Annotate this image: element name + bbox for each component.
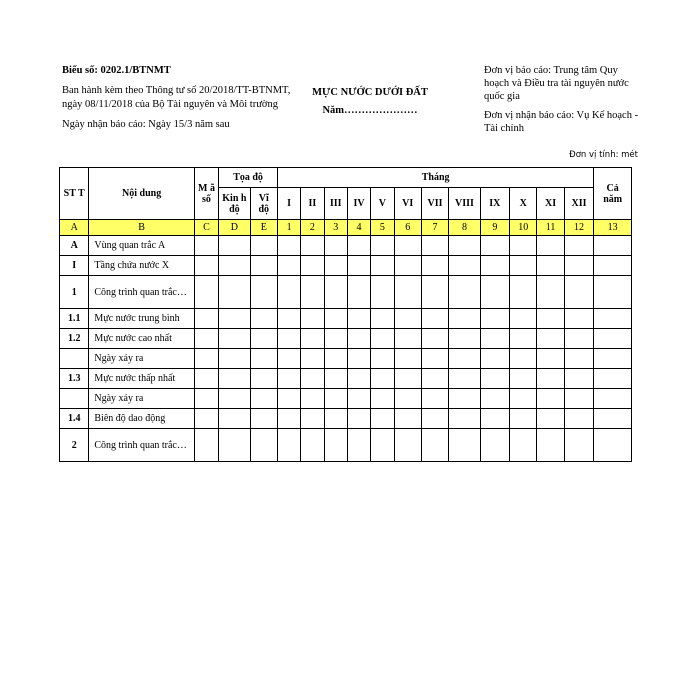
data-cell	[449, 349, 480, 369]
data-cell	[277, 369, 300, 389]
data-cell	[301, 309, 324, 329]
data-cell	[324, 429, 347, 462]
data-cell	[594, 236, 632, 256]
data-cell	[421, 409, 448, 429]
row-stt: 1	[60, 276, 89, 309]
column-code-row	[60, 220, 632, 236]
row-stt: 1.2	[60, 329, 89, 349]
table-row	[60, 409, 632, 429]
data-cell	[194, 409, 218, 429]
data-cell	[564, 329, 594, 349]
row-stt: A	[60, 236, 89, 256]
data-cell	[194, 329, 218, 349]
data-cell	[449, 429, 480, 462]
form-code: Biểu số: 0202.1/BTNMT	[62, 65, 171, 76]
data-cell	[564, 256, 594, 276]
data-cell	[301, 369, 324, 389]
data-cell	[594, 429, 632, 462]
data-cell	[277, 329, 300, 349]
data-cell	[194, 256, 218, 276]
data-cell	[421, 349, 448, 369]
data-cell	[277, 349, 300, 369]
data-cell	[510, 369, 537, 389]
col-month-3: III	[324, 188, 347, 220]
data-cell	[564, 429, 594, 462]
data-cell	[594, 369, 632, 389]
data-cell	[480, 276, 509, 309]
col-code: M ã số	[194, 168, 218, 220]
row-content: Ngày xảy ra	[89, 349, 194, 369]
data-cell	[480, 389, 509, 409]
row-stt: 1.4	[60, 409, 89, 429]
data-cell	[301, 349, 324, 369]
col-month-2: II	[301, 188, 324, 220]
row-stt	[60, 349, 89, 369]
data-cell	[194, 389, 218, 409]
data-cell	[510, 409, 537, 429]
data-cell	[537, 429, 564, 462]
data-cell	[564, 409, 594, 429]
data-cell	[324, 329, 347, 349]
table-row	[60, 276, 632, 309]
measure-unit: Đơn vị tính: mét	[569, 150, 638, 160]
row-stt: 2	[60, 429, 89, 462]
data-cell	[421, 429, 448, 462]
column-code-cell: 11	[537, 220, 564, 236]
data-cell	[301, 329, 324, 349]
table-row	[60, 256, 632, 276]
data-cell	[324, 256, 347, 276]
data-cell	[219, 329, 250, 349]
data-cell	[480, 369, 509, 389]
data-cell	[324, 409, 347, 429]
data-cell	[564, 349, 594, 369]
data-cell	[371, 236, 394, 256]
data-cell	[277, 236, 300, 256]
data-cell	[537, 349, 564, 369]
data-cell	[394, 429, 421, 462]
col-month-6: VI	[394, 188, 421, 220]
row-content: Vùng quan trắc A	[89, 236, 194, 256]
data-cell	[480, 429, 509, 462]
data-cell	[449, 389, 480, 409]
header-right	[484, 64, 644, 141]
row-content: Mực nước thấp nhất	[89, 369, 194, 389]
row-content: Ngày xảy ra	[89, 389, 194, 409]
row-stt	[60, 389, 89, 409]
data-cell	[277, 389, 300, 409]
column-code-cell: 13	[594, 220, 632, 236]
data-cell	[347, 429, 370, 462]
data-cell	[394, 349, 421, 369]
column-code-cell: E	[250, 220, 277, 236]
data-cell	[347, 329, 370, 349]
data-cell	[510, 256, 537, 276]
data-cell	[194, 349, 218, 369]
data-cell	[250, 329, 277, 349]
data-cell	[250, 256, 277, 276]
data-cell	[394, 389, 421, 409]
data-cell	[421, 276, 448, 309]
column-code-cell: 10	[510, 220, 537, 236]
col-month-7: VII	[421, 188, 448, 220]
data-cell	[510, 276, 537, 309]
column-code-cell: 3	[324, 220, 347, 236]
data-cell	[347, 349, 370, 369]
data-cell	[510, 236, 537, 256]
data-cell	[480, 329, 509, 349]
column-code-cell: 2	[301, 220, 324, 236]
table-row	[60, 236, 632, 256]
col-longitude: Kin h độ	[219, 188, 250, 220]
col-month-9: IX	[480, 188, 509, 220]
data-cell	[510, 389, 537, 409]
data-cell	[564, 236, 594, 256]
data-cell	[324, 276, 347, 309]
col-stt: ST T	[60, 168, 89, 220]
row-content: Công trình quan trắc…	[89, 276, 194, 309]
data-cell	[301, 236, 324, 256]
col-latitude: Vĩ độ	[250, 188, 277, 220]
data-cell	[537, 236, 564, 256]
data-cell	[347, 256, 370, 276]
data-cell	[347, 309, 370, 329]
data-cell	[219, 309, 250, 329]
data-cell	[250, 369, 277, 389]
data-cell	[301, 389, 324, 409]
receive-date: Ngày nhận báo cáo: Ngày 15/3 năm sau	[62, 119, 230, 130]
column-code-cell: 8	[449, 220, 480, 236]
data-cell	[347, 236, 370, 256]
data-cell	[421, 256, 448, 276]
data-cell	[537, 256, 564, 276]
data-cell	[449, 409, 480, 429]
data-cell	[371, 256, 394, 276]
data-cell	[324, 309, 347, 329]
data-cell	[194, 276, 218, 309]
data-cell	[324, 369, 347, 389]
row-stt: I	[60, 256, 89, 276]
data-cell	[421, 309, 448, 329]
col-month-1: I	[277, 188, 300, 220]
column-code-cell: 7	[421, 220, 448, 236]
col-month-8: VIII	[449, 188, 480, 220]
data-cell	[219, 349, 250, 369]
data-cell	[480, 256, 509, 276]
data-cell	[347, 276, 370, 309]
data-cell	[594, 409, 632, 429]
row-stt: 1.3	[60, 369, 89, 389]
data-cell	[510, 329, 537, 349]
data-cell	[250, 276, 277, 309]
column-code-cell: 4	[347, 220, 370, 236]
data-cell	[480, 236, 509, 256]
data-cell	[194, 236, 218, 256]
data-cell	[564, 369, 594, 389]
data-cell	[394, 276, 421, 309]
column-code-cell: D	[219, 220, 250, 236]
data-cell	[449, 276, 480, 309]
data-cell	[394, 329, 421, 349]
data-cell	[219, 369, 250, 389]
data-cell	[537, 309, 564, 329]
data-cell	[301, 256, 324, 276]
data-cell	[194, 429, 218, 462]
data-cell	[301, 429, 324, 462]
data-cell	[277, 276, 300, 309]
reporting-unit: Đơn vị báo cáo: Trung tâm Quy hoạch và Điều tra tài nguyên nước quốc gia	[484, 65, 629, 102]
data-cell	[371, 349, 394, 369]
col-month-11: XI	[537, 188, 564, 220]
data-cell	[219, 409, 250, 429]
data-cell	[277, 256, 300, 276]
column-code-cell: B	[89, 220, 194, 236]
data-cell	[449, 309, 480, 329]
data-cell	[394, 236, 421, 256]
data-cell	[324, 236, 347, 256]
data-cell	[219, 389, 250, 409]
data-cell	[371, 309, 394, 329]
header-left	[62, 64, 302, 138]
data-cell	[250, 409, 277, 429]
column-code-cell: 9	[480, 220, 509, 236]
data-cell	[421, 329, 448, 349]
data-cell	[219, 276, 250, 309]
row-content: Mực nước cao nhất	[89, 329, 194, 349]
column-code-cell: 6	[394, 220, 421, 236]
col-month-4: IV	[347, 188, 370, 220]
column-code-cell: 5	[371, 220, 394, 236]
issued-by: Ban hành kèm theo Thông tư số 20/2018/TT-BTNMT, ngày 08/11/2018 của Bộ Tài nguyên và Môi trường	[62, 85, 291, 110]
water-level-table	[59, 167, 632, 462]
data-cell	[537, 329, 564, 349]
col-month-10: X	[510, 188, 537, 220]
data-cell	[371, 409, 394, 429]
data-cell	[594, 309, 632, 329]
data-cell	[301, 409, 324, 429]
data-cell	[219, 236, 250, 256]
table-row	[60, 429, 632, 462]
data-cell	[250, 429, 277, 462]
data-cell	[347, 409, 370, 429]
data-cell	[594, 329, 632, 349]
header-center	[300, 84, 440, 120]
data-cell	[371, 369, 394, 389]
row-content: Mực nước trung bình	[89, 309, 194, 329]
report-year: Năm…………………	[322, 105, 418, 116]
column-code-cell: 1	[277, 220, 300, 236]
table-row	[60, 329, 632, 349]
data-cell	[480, 349, 509, 369]
data-cell	[537, 276, 564, 309]
data-cell	[324, 349, 347, 369]
data-cell	[421, 389, 448, 409]
data-cell	[277, 309, 300, 329]
data-cell	[250, 349, 277, 369]
column-code-cell: A	[60, 220, 89, 236]
row-stt: 1.1	[60, 309, 89, 329]
row-content: Tầng chứa nước X	[89, 256, 194, 276]
data-cell	[510, 309, 537, 329]
data-cell	[510, 349, 537, 369]
column-code-cell: C	[194, 220, 218, 236]
data-cell	[449, 369, 480, 389]
data-cell	[394, 309, 421, 329]
data-cell	[537, 369, 564, 389]
col-year: Cả năm	[594, 168, 632, 220]
table-row	[60, 349, 632, 369]
data-cell	[371, 329, 394, 349]
column-code-cell: 12	[564, 220, 594, 236]
data-cell	[250, 236, 277, 256]
data-cell	[371, 429, 394, 462]
report-title: MỰC NƯỚC DƯỚI ĐẤT	[312, 87, 428, 98]
data-cell	[449, 236, 480, 256]
data-cell	[347, 389, 370, 409]
data-cell	[449, 256, 480, 276]
data-cell	[449, 329, 480, 349]
data-cell	[301, 276, 324, 309]
data-cell	[394, 409, 421, 429]
table-row	[60, 309, 632, 329]
data-cell	[371, 389, 394, 409]
data-cell	[564, 309, 594, 329]
data-cell	[394, 369, 421, 389]
data-cell	[510, 429, 537, 462]
col-content: Nội dung	[89, 168, 194, 220]
data-cell	[594, 256, 632, 276]
data-cell	[480, 309, 509, 329]
data-cell	[194, 369, 218, 389]
col-month-5: V	[371, 188, 394, 220]
table-row	[60, 389, 632, 409]
data-cell	[594, 276, 632, 309]
data-cell	[371, 276, 394, 309]
data-cell	[194, 309, 218, 329]
data-cell	[537, 389, 564, 409]
row-content: Công trình quan trắc…	[89, 429, 194, 462]
row-content: Biên độ dao động	[89, 409, 194, 429]
data-cell	[564, 276, 594, 309]
data-cell	[347, 369, 370, 389]
data-cell	[594, 349, 632, 369]
receiving-unit: Đơn vị nhận báo cáo: Vụ Kế hoạch - Tài chính	[484, 110, 639, 134]
data-cell	[277, 429, 300, 462]
data-cell	[277, 409, 300, 429]
data-cell	[480, 409, 509, 429]
data-cell	[250, 309, 277, 329]
data-cell	[564, 389, 594, 409]
data-cell	[421, 236, 448, 256]
table-row	[60, 369, 632, 389]
col-month: Tháng	[277, 168, 593, 188]
data-cell	[219, 256, 250, 276]
data-cell	[421, 369, 448, 389]
data-cell	[594, 389, 632, 409]
data-cell	[324, 389, 347, 409]
data-cell	[537, 409, 564, 429]
data-cell	[250, 389, 277, 409]
col-coords: Tọa độ	[219, 168, 278, 188]
data-cell	[394, 256, 421, 276]
data-cell	[219, 429, 250, 462]
header-row-1	[60, 168, 632, 188]
col-month-12: XII	[564, 188, 594, 220]
